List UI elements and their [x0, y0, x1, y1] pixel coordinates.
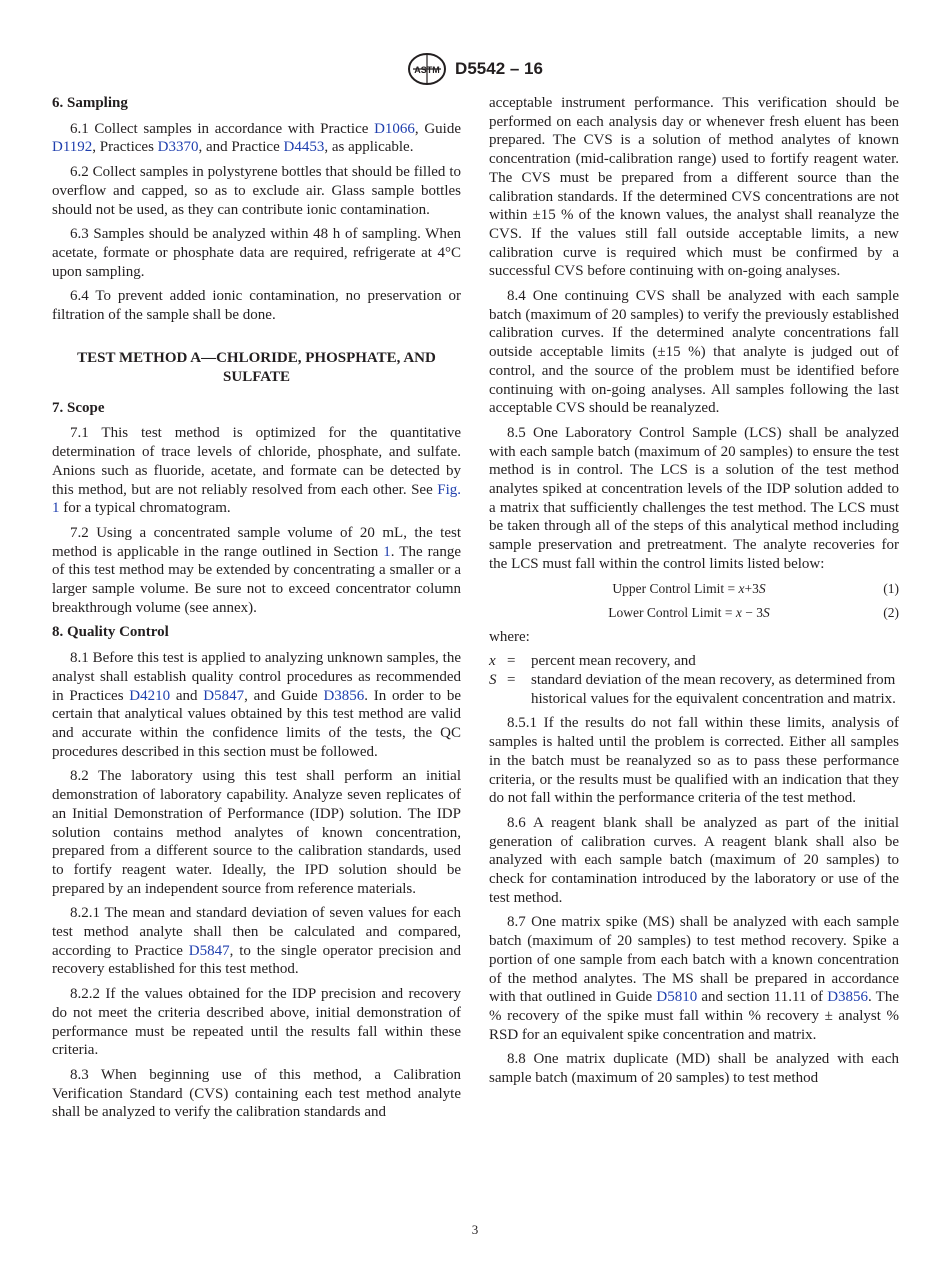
link-d4210[interactable]: D4210	[129, 687, 171, 704]
paragraph-6-1: 6.1 Collect samples in accordance with Practice D1066, Guide D1192, Practices D3370, and Practice D4453, as applicable.	[52, 120, 461, 156]
equation-number: (2)	[883, 604, 899, 620]
svg-text:ASTM: ASTM	[414, 65, 440, 75]
page-header	[0, 52, 950, 86]
link-d3856[interactable]: D3856	[827, 989, 869, 1006]
equation-1: Upper Control Limit = x+3S (1)	[612, 580, 899, 596]
page-number: 3	[471, 1222, 479, 1237]
section-8-heading: 8. Quality Control	[52, 624, 169, 641]
paragraph-8-7: 8.7 One matrix spike (MS) shall be analyzed with each sample batch (maximum of 20 samples) to test method recovery. Spike a portion of one sample from each batch with a known concentration of the method analytes. The MS shall be prepared in accordance with that outlined in Guide D5810 and section 11.11 of D3856. The % recovery of the spike must fall within % recovery ± analyst % RSD for an equivalent spike concentration and matrix.	[489, 914, 899, 1043]
right-column	[489, 94, 899, 1094]
equation-number: (1)	[883, 580, 899, 596]
link-d1066[interactable]: D1066	[374, 120, 415, 137]
paragraph-8-4: 8.4 One continuing CVS shall be analyzed with each sample batch (maximum of 20 samples) to verify the previously established calibration curves. If the determined analyte concentrations fall outside acceptable limits (±15 %) that analyte is judged out of control, and the source of the problem must be identified before continuing with on-going analyses. All samples following the last acceptable CVS should be reanalyzed.	[489, 288, 899, 417]
link-d5810[interactable]: D5810	[656, 989, 698, 1006]
paragraph-8-6: 8.6 A reagent blank shall be analyzed as part of the initial generation of calibration curves. A reagent blank shall also be analyzed with each sample batch (maximum of 20 samples) to check for contamination introduced by the laboratory or use of the test method.	[489, 814, 899, 906]
paragraph-8-2: 8.2 The laboratory using this test shall perform an initial demonstration of laboratory capability. Analyze seven replicates of an Initial Demonstration of Performance (IDP) solution. The IDP solution contains method analytes of known concentration, prepared from a different source to the calibration standards, used to fortify reagent water. Ideally, the IPD solution should be prepared by an independent source from reference materials.	[52, 768, 461, 897]
left-column	[52, 94, 461, 1128]
definitions-list	[489, 652, 899, 708]
paragraph-7-2: 7.2 Using a concentrated sample volume of 20 mL, the test method is applicable in the range outlined in Section 1. The range of this test method may be extended by concentrating a smaller or a larger sample volume. Be sure not to exceed concentrator column breakthrough volume (see annex).	[52, 524, 461, 616]
paragraph-8-5-1: 8.5.1 If the results do not fall within these limits, analysis of samples is halted until the problem is corrected. Either all samples in the batch must be reanalyzed so as to pass these performance criteria, or the results must be qualified with an indication that they do not fall within the performance criteria of the test method.	[489, 715, 899, 807]
link-section-1[interactable]: 1	[383, 543, 391, 560]
paragraph-8-3: 8.3 When beginning use of this method, a Calibration Verification Standard (CVS) containing each test method analyte shall be analyzed to verify the calibration standards and	[52, 1066, 461, 1121]
link-d3856[interactable]: D3856	[323, 687, 365, 704]
paragraph-6-4: 6.4 To prevent added ionic contamination, no preservation or filtration of the sample shall be done.	[52, 288, 461, 324]
link-d5847[interactable]: D5847	[203, 687, 245, 704]
link-d1192[interactable]: D1192	[52, 139, 93, 156]
definition-row: x = percent mean recovery, and	[489, 653, 696, 670]
section-7-heading: 7. Scope	[52, 399, 105, 416]
section-6-heading: 6. Sampling	[52, 95, 128, 111]
paragraph-8-1: 8.1 Before this test is applied to analyzing unknown samples, the analyst shall establish quality control procedures as recommended in Practices D4210 and D5847, and Guide D3856. In order to be certain that analytical values obtained by this test method are valid and accurate within the confidence limits of the tests, the QC procedures described in this section must be followed.	[52, 650, 461, 760]
link-d3370[interactable]: D3370	[157, 139, 199, 156]
paragraph-8-2-1: 8.2.1 The mean and standard deviation of seven values for each test method analyte shall then be calculated and compared, according to Practice D5847, to the single operator precision and recovery established for this test method.	[52, 905, 462, 978]
document-id: D5542 – 16	[455, 59, 543, 78]
paragraph-8-5: 8.5 One Laboratory Control Sample (LCS) shall be analyzed with each sample batch (maximum of 20 samples) to ensure the test method is in control. The LCS is a solution of the test method analytes spiked at concentration levels of the IDP solution added to a matrix that sufficiently challenges the test method. The LCS must be taken through all of the steps of this analytical method including sample preservation and pretreatment. The analyte recoveries for the LCS must fall within the control limits listed below:	[489, 424, 899, 572]
test-method-a-heading: TEST METHOD A—CHLORIDE, PHOSPHATE, AND SULFATE	[77, 349, 436, 385]
equation-2: Lower Control Limit = x − 3S (2)	[608, 604, 899, 620]
link-d5847[interactable]: D5847	[188, 942, 230, 959]
where-label: where:	[489, 628, 530, 645]
definition-row: S = standard deviation of the mean recovery, as determined from historical values for the equivalent concentration and matrix.	[489, 671, 896, 707]
link-fig-1[interactable]: Fig. 1	[52, 481, 461, 517]
paragraph-8-2-2: 8.2.2 If the values obtained for the IDP precision and recovery do not meet the criteria described above, initial demonstration of performance must be repeated until the results fall within these criteria.	[52, 986, 461, 1059]
link-d4453[interactable]: D4453	[283, 139, 325, 156]
paragraph-8-3-continued: acceptable instrument performance. This verification should be performed on each analysis day or whenever fresh eluent has been prepared. The CVS is a solution of method analytes of known concentration (mid-calibration range) used to fortify reagent water. The CVS must be prepared from a different source than the calibration standards. If the determined CVS concentrations are not within ±15 % of the known values, the analyst shall reanalyze the CVS. If the values still fall outside acceptable limits, a new calibration curve is required which must be confirmed by a successful CVS before continuing with on-going analyses.	[489, 95, 899, 280]
paragraph-8-8: 8.8 One matrix duplicate (MD) shall be analyzed with each sample batch (maximum of 20 samples) to test method	[489, 1051, 899, 1087]
paragraph-6-3: 6.3 Samples should be analyzed within 48 h of sampling. When acetate, formate or phosphate data are required, refrigerate at 4°C upon sampling.	[52, 226, 461, 280]
paragraph-6-2: 6.2 Collect samples in polystyrene bottles that should be filled to overflow and capped, so as to exclude air. Glass sample bottles should not be used, as they can contribute ionic contamination.	[52, 164, 461, 218]
paragraph-7-1: 7.1 This test method is optimized for the quantitative determination of trace levels of chloride, phosphate, and sulfate. Anions such as fluoride, acetate, and formate can be detected by this method, but are not reliably resolved from each other. See Fig. 1 for a typical chromatogram.	[52, 425, 461, 517]
astm-logo-icon	[407, 52, 447, 86]
